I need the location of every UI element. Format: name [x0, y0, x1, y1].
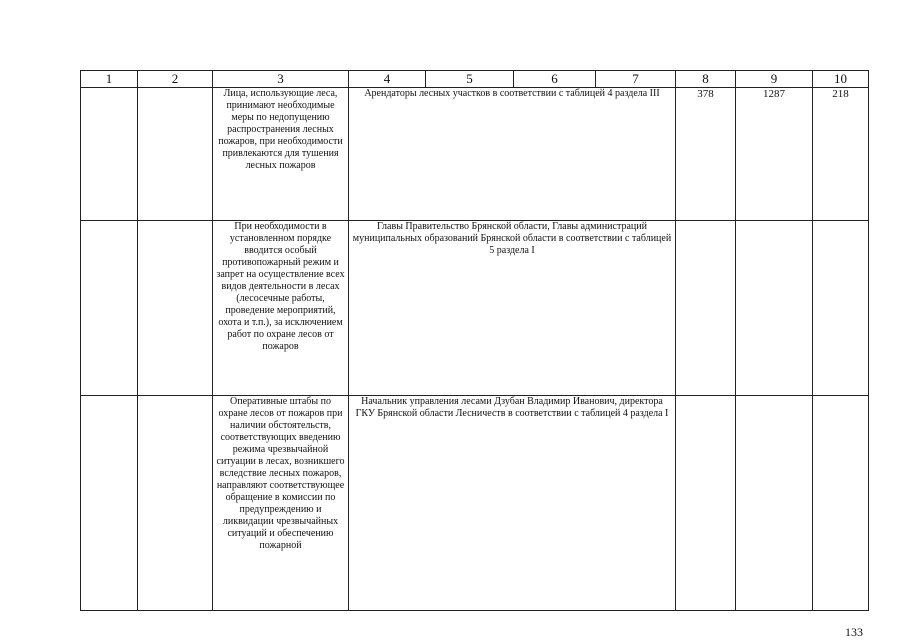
- value-col-10: [813, 221, 869, 396]
- executor-cell: Арендаторы лесных участков в соответствии с таблицей 4 раздела III: [349, 88, 676, 221]
- value-col-9: 1287: [736, 88, 813, 221]
- value-col-8: [676, 396, 736, 611]
- table-row: [81, 88, 869, 221]
- cell-empty: [81, 88, 138, 221]
- cell-empty: [81, 221, 138, 396]
- cell-empty: [138, 221, 213, 396]
- value-col-10: 218: [813, 88, 869, 221]
- column-header: 10: [813, 71, 869, 88]
- measure-description: При необходимости в установленном порядке вводится особый противопожарный режим и запрет на осуществление всех видов деятельности в лесах (лесосечные работы, проведение мероприятий, охота и т.п.), за исключением работ по охране лесов от пожаров: [213, 221, 349, 396]
- cell-empty: [81, 396, 138, 611]
- value-col-9: [736, 221, 813, 396]
- cell-empty: [138, 396, 213, 611]
- column-header: 9: [736, 71, 813, 88]
- value-col-8: [676, 221, 736, 396]
- column-header: 8: [676, 71, 736, 88]
- column-header: 1: [81, 71, 138, 88]
- executor-cell: Начальник управления лесами Дзубан Владимир Иванович, директора ГКУ Брянской области Лесничеств в соответствии с таблицей 4 раздела I: [349, 396, 676, 611]
- document-table: [80, 70, 869, 611]
- column-header: 2: [138, 71, 213, 88]
- column-header: 6: [514, 71, 596, 88]
- column-header: 5: [426, 71, 514, 88]
- value-col-8: 378: [676, 88, 736, 221]
- cell-empty: [138, 88, 213, 221]
- measure-description: Оперативные штабы по охране лесов от пожаров при наличии обстоятельств, соответствующих введению режима чрезвычайной ситуации в лесах, возникшего вследствие лесных пожаров, направляют соответствующее обращение в комиссии по предупреждению и ликвидации чрезвычайных ситуаций и обеспечению пожарной: [213, 396, 349, 611]
- value-col-10: [813, 396, 869, 611]
- table-row: [81, 221, 869, 396]
- executor-cell: Главы Правительство Брянской области, Главы администраций муниципальных образований Брянской области в соответствии с таблицей 5 раздела I: [349, 221, 676, 396]
- table-row: [81, 396, 869, 611]
- column-header: 7: [596, 71, 676, 88]
- column-header: 4: [349, 71, 426, 88]
- measure-description: Лица, использующие леса, принимают необходимые меры по недопущению распространения лесных пожаров, при необходимости привлекаются для тушения лесных пожаров: [213, 88, 349, 221]
- page-number: 133: [845, 625, 863, 639]
- column-header: 3: [213, 71, 349, 88]
- header-row: [81, 71, 869, 88]
- value-col-9: [736, 396, 813, 611]
